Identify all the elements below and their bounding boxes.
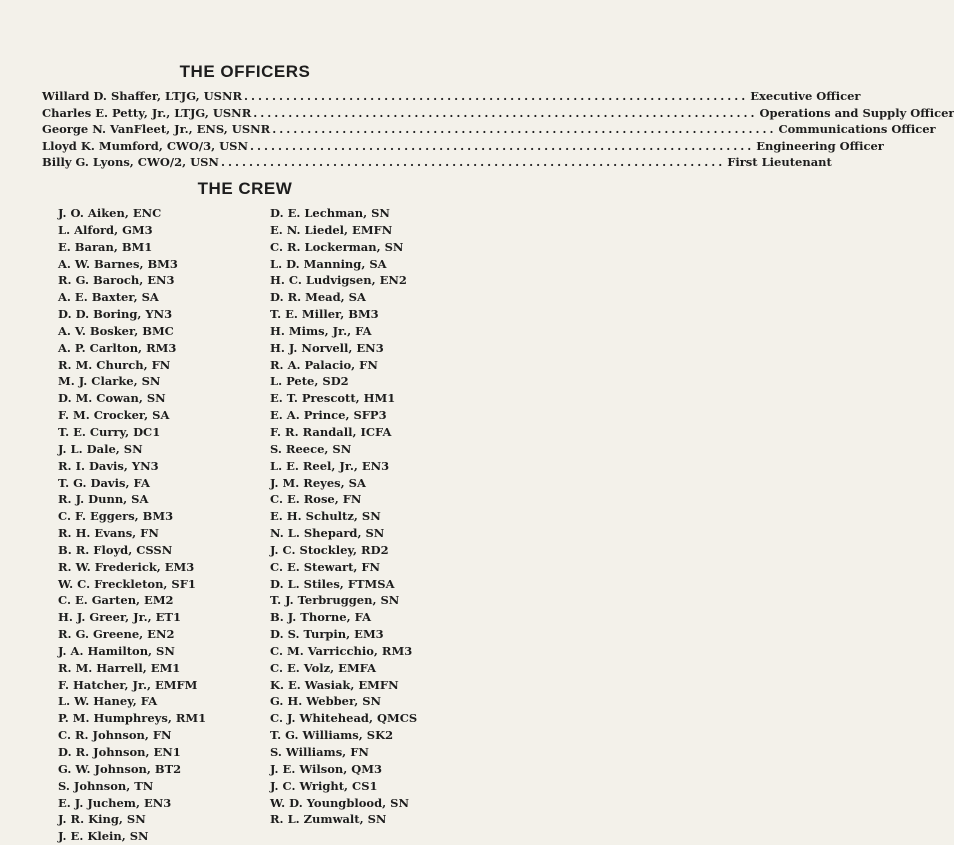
officer-title: First Lieutenant [727,155,832,170]
crew-member: H. J. Greer, Jr., ET1 [58,610,181,625]
crew-member: E. N. Liedel, EMFN [270,222,393,237]
crew-member: W. D. Youngblood, SN [270,795,409,810]
crew-member: C. F. Eggers, BM3 [58,509,174,524]
crew-member: J. E. Wilson, QM3 [270,761,383,776]
crew-member: T. J. Terbruggen, SN [270,593,400,608]
officer-title: Engineering Officer [756,138,884,153]
crew-member: D. R. Mead, SA [270,290,366,305]
officer-row [42,138,884,155]
crew-member: R. G. Greene, EN2 [58,627,175,642]
crew-member: C. E. Rose, FN [270,492,362,507]
crew-member: D. R. Johnson, EN1 [58,745,181,759]
crew-member: A. V. Bosker, BMC [58,323,174,338]
crew-member: J. E. Klein, SN [58,829,149,844]
crew-member: D. E. Lechman, SN [270,206,390,220]
crew-heading: THE CREW [197,179,293,198]
crew-member: A. E. Baxter, SA [58,290,159,305]
crew-member: R. W. Frederick, EM3 [58,559,195,574]
crew-member: J. A. Hamilton, SN [58,643,175,658]
crew-member: C. R. Lockerman, SN [270,239,404,254]
officer-name: Charles E. Petty, Jr., LTJG, USNR [42,105,252,120]
crew-member: N. L. Shepard, SN [270,526,385,541]
crew-member: J. O. Aiken, ENC [58,206,162,220]
dot-leader: ........................................................................ [249,138,755,153]
crew-member: R. J. Dunn, SA [58,492,149,507]
crew-member: E. A. Prince, SFP3 [270,408,387,423]
officer-name: Lloyd K. Mumford, CWO/3, USN [42,138,248,153]
crew-member: C. E. Stewart, FN [270,559,381,574]
dot-leader: ........................................................................ [272,122,777,137]
crew-member: R. M. Harrell, EM1 [58,660,181,675]
crew-member: F. R. Randall, ICFA [270,424,392,439]
crew-member: D. L. Stiles, FTMSA [270,576,395,591]
crew-member: L. E. Reel, Jr., EN3 [270,458,390,473]
crew-member: E. T. Prescott, HM1 [270,391,396,406]
crew-member: R. G. Baroch, EN3 [58,273,175,288]
officer-name: Willard D. Shaffer, LTJG, USNR [42,89,243,103]
crew-member: T. G. Davis, FA [58,475,150,490]
crew-member: J. L. Dale, SN [58,441,143,456]
crew-member: J. R. King, SN [58,812,146,827]
crew-member: G. H. Webber, SN [270,694,382,709]
crew-member: P. M. Humphreys, RM1 [58,711,207,726]
dot-leader: ........................................................................ [253,105,758,120]
crew-member: J. C. Wright, CS1 [270,778,378,793]
officer-name: George N. VanFleet, Jr., ENS, USNR [42,122,271,137]
crew-member: B. J. Thorne, FA [270,610,372,625]
crew-member: T. E. Miller, BM3 [270,307,379,322]
officer-title: Executive Officer [750,89,861,103]
crew-member: R. H. Evans, FN [58,526,159,541]
crew-member: S. Johnson, TN [58,778,154,793]
officer-row [42,154,832,171]
crew-member: J. M. Reyes, SA [270,475,366,490]
crew-list-right [270,205,417,828]
crew-member: S. Williams, FN [270,745,369,759]
dot-leader: ........................................................................ [220,155,726,170]
crew-list-left [58,205,206,845]
crew-member: T. G. Williams, SK2 [270,728,394,743]
crew-member: A. P. Carlton, RM3 [58,340,177,355]
crew-member: C. R. Johnson, FN [58,728,172,743]
crew-member: D. D. Boring, YN3 [58,307,173,322]
crew-member: C. E. Volz, EMFA [270,660,377,675]
officer-row [42,121,936,138]
crew-member: H. Mims, Jr., FA [270,323,372,338]
crew-member: E. H. Schultz, SN [270,509,381,524]
crew-member: C. M. Varricchio, RM3 [270,643,413,658]
crew-member: D. S. Turpin, EM3 [270,627,384,642]
crew-member: R. L. Zumwalt, SN [270,812,387,827]
crew-member: C. J. Whitehead, QMCS [270,711,418,726]
crew-member: J. C. Stockley, RD2 [270,542,389,557]
crew-member: E. J. Juchem, EN3 [58,795,172,810]
crew-member: R. A. Palacio, FN [270,357,378,372]
crew-member: L. Alford, GM3 [58,222,153,237]
crew-member: H. J. Norvell, EN3 [270,340,384,355]
officer-row [42,105,954,122]
crew-member: W. C. Freckleton, SF1 [58,576,196,591]
crew-member: L. Pete, SD2 [270,374,349,389]
crew-member: F. Hatcher, Jr., EMFM [58,677,198,692]
crew-member: C. E. Garten, EM2 [58,593,174,608]
crew-member: R. I. Davis, YN3 [58,458,159,473]
crew-member: L. D. Manning, SA [270,256,387,271]
crew-member: R. M. Church, FN [58,357,171,372]
crew-member: G. W. Johnson, BT2 [58,761,182,776]
crew-member: M. J. Clarke, SN [58,374,161,389]
crew-member: H. C. Ludvigsen, EN2 [270,273,407,288]
crew-member: F. M. Crocker, SA [58,408,170,423]
crew-member: S. Reece, SN [270,441,352,456]
crew-member: K. E. Wasiak, EMFN [270,677,399,692]
officers-heading: THE OFFICERS [179,62,311,81]
officer-title: Communications Officer [778,122,936,137]
officer-row [42,88,861,105]
crew-member: D. M. Cowan, SN [58,391,166,406]
crew-member: T. E. Curry, DC1 [58,424,161,439]
dot-leader: ........................................................................ [244,89,749,103]
crew-member: E. Baran, BM1 [58,239,153,254]
crew-member: B. R. Floyd, CSSN [58,542,173,557]
officer-name: Billy G. Lyons, CWO/2, USN [42,155,219,170]
crew-member: A. W. Barnes, BM3 [58,256,178,271]
officer-title: Operations and Supply Officer [759,105,954,120]
crew-member: L. W. Haney, FA [58,694,158,709]
officers-list [42,88,954,171]
